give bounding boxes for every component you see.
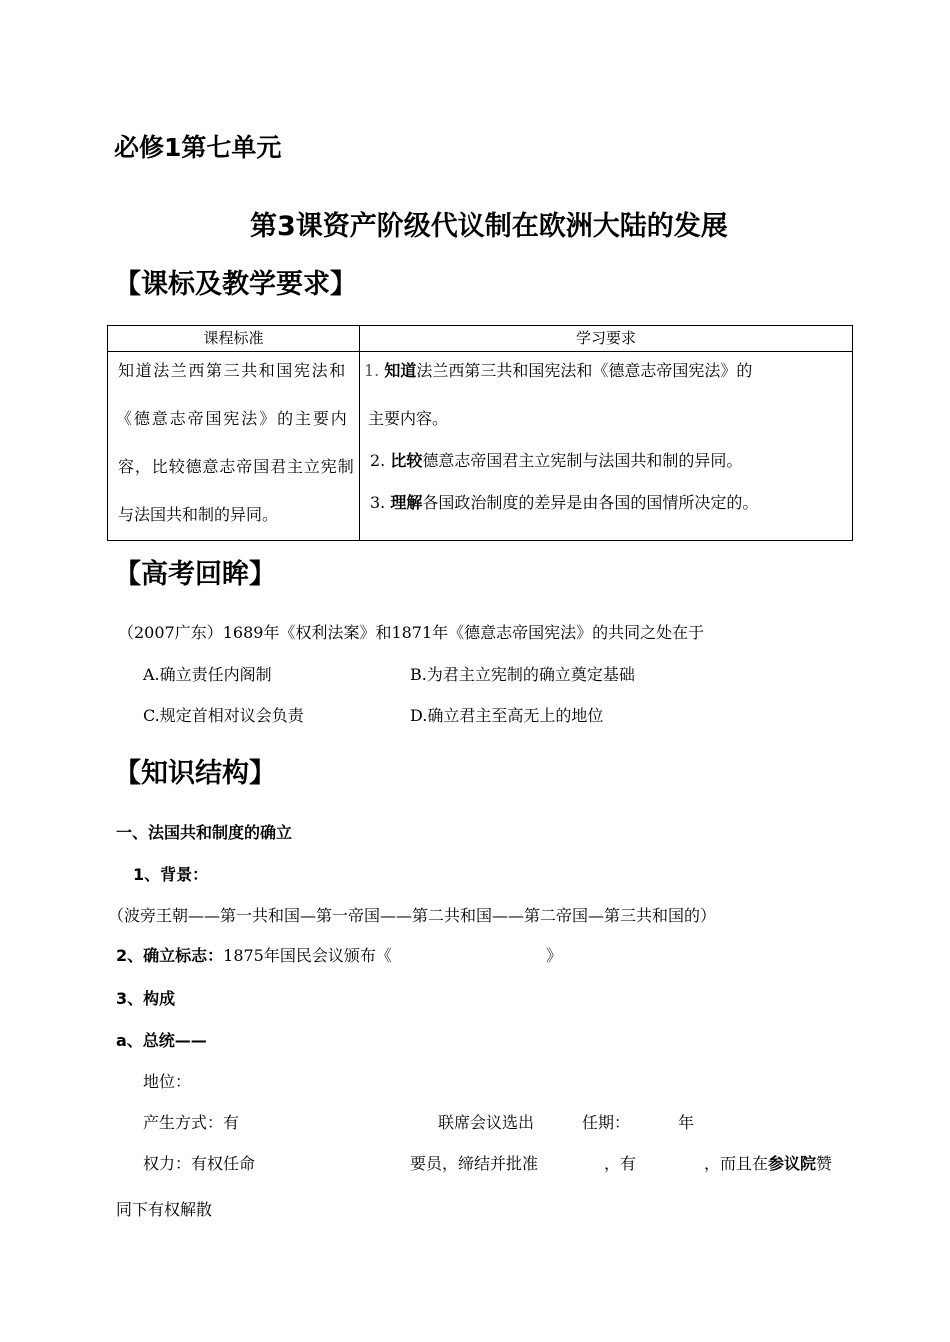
standard-line-2: 《德意志帝国宪法》的主要内	[116, 409, 349, 428]
background-text: （波旁王朝——第一共和国—第一帝国——第二共和国——第二帝国—第三共和国的）	[108, 906, 717, 925]
power-last-line: 同下有权解散	[116, 1200, 213, 1219]
background-label: 1、背景：	[133, 865, 209, 884]
structure-heading: 3、构成	[116, 989, 176, 1008]
table-header-standard: 课程标准	[108, 326, 360, 352]
power-and-text: ，而且在	[704, 1154, 769, 1173]
option-c: C.规定首相对议会负责	[143, 706, 304, 725]
power-and	[704, 1151, 832, 1174]
sign-close-bracket: 》	[546, 946, 563, 965]
term-unit: 年	[678, 1113, 695, 1132]
requirement-3-text: 各国政治制度的差异是由各国的国情所决定的。	[422, 493, 759, 512]
power-label: 权力：有权任命	[143, 1154, 256, 1173]
requirement-3-number: 3.	[370, 493, 386, 512]
standard-line-4: 与法国共和制的异同。	[118, 505, 279, 524]
requirement-3	[370, 490, 758, 513]
produce-method: 联席会议选出	[438, 1113, 535, 1132]
requirement-2	[370, 448, 742, 471]
requirements-table	[107, 325, 853, 541]
exam-question: （2007广东）1689年《权利法案》和1871年《德意志帝国宪法》的共同之处在于	[118, 623, 705, 642]
lesson-title: 第3课资产阶级代议制在欧洲大陆的发展	[250, 211, 728, 242]
unit-title: 必修1第七单元	[114, 133, 282, 162]
requirement-1-text: 法兰西第三共和国宪法和《德意志帝国宪法》的	[416, 361, 753, 380]
section-heading-exam: 【高考回眸】	[114, 559, 276, 590]
senate-keyword: 参议院	[768, 1154, 817, 1173]
option-b: B.为君主立宪制的确立奠定基础	[410, 665, 635, 684]
section-heading-knowledge: 【知识结构】	[114, 758, 276, 789]
requirements-cell	[360, 352, 853, 541]
president-heading: a、总统——	[116, 1031, 207, 1050]
standard-line-1: 知道法兰西第三共和国宪法和	[118, 361, 347, 380]
sign-text: 1875年国民会议颁布《	[223, 946, 392, 965]
produce-label: 产生方式：有	[143, 1113, 240, 1132]
requirement-1-continued: 主要内容。	[368, 409, 449, 428]
standard-line-3: 容，比较德意志帝国君主立宪制	[118, 457, 355, 476]
requirement-3-keyword: 理解	[390, 493, 423, 512]
requirement-2-text: 德意志帝国君主立宪制与法国共和制的异同。	[422, 451, 743, 470]
requirement-1-keyword: 知道	[384, 361, 417, 380]
power-zan: 赞	[816, 1154, 833, 1173]
status-label: 地位：	[143, 1072, 192, 1091]
part-1-heading: 一、法国共和制度的确立	[116, 823, 293, 842]
establishment-sign	[116, 943, 392, 966]
power-has: ，有	[604, 1154, 637, 1173]
standard-cell	[108, 352, 360, 541]
table-header-requirements: 学习要求	[360, 326, 853, 352]
section-heading-standards: 【课标及教学要求】	[114, 269, 357, 300]
power-officials: 要员，缔结并批准	[410, 1154, 539, 1173]
term-label: 任期：	[582, 1113, 631, 1132]
sign-label: 2、确立标志：	[116, 946, 224, 965]
requirement-1-number: 1.	[364, 361, 380, 380]
requirement-2-keyword: 比较	[390, 451, 423, 470]
option-d: D.确立君主至高无上的地位	[410, 706, 604, 725]
requirement-2-number: 2.	[370, 451, 386, 470]
requirement-1	[364, 358, 752, 381]
option-a: A.确立责任内阁制	[143, 665, 272, 684]
